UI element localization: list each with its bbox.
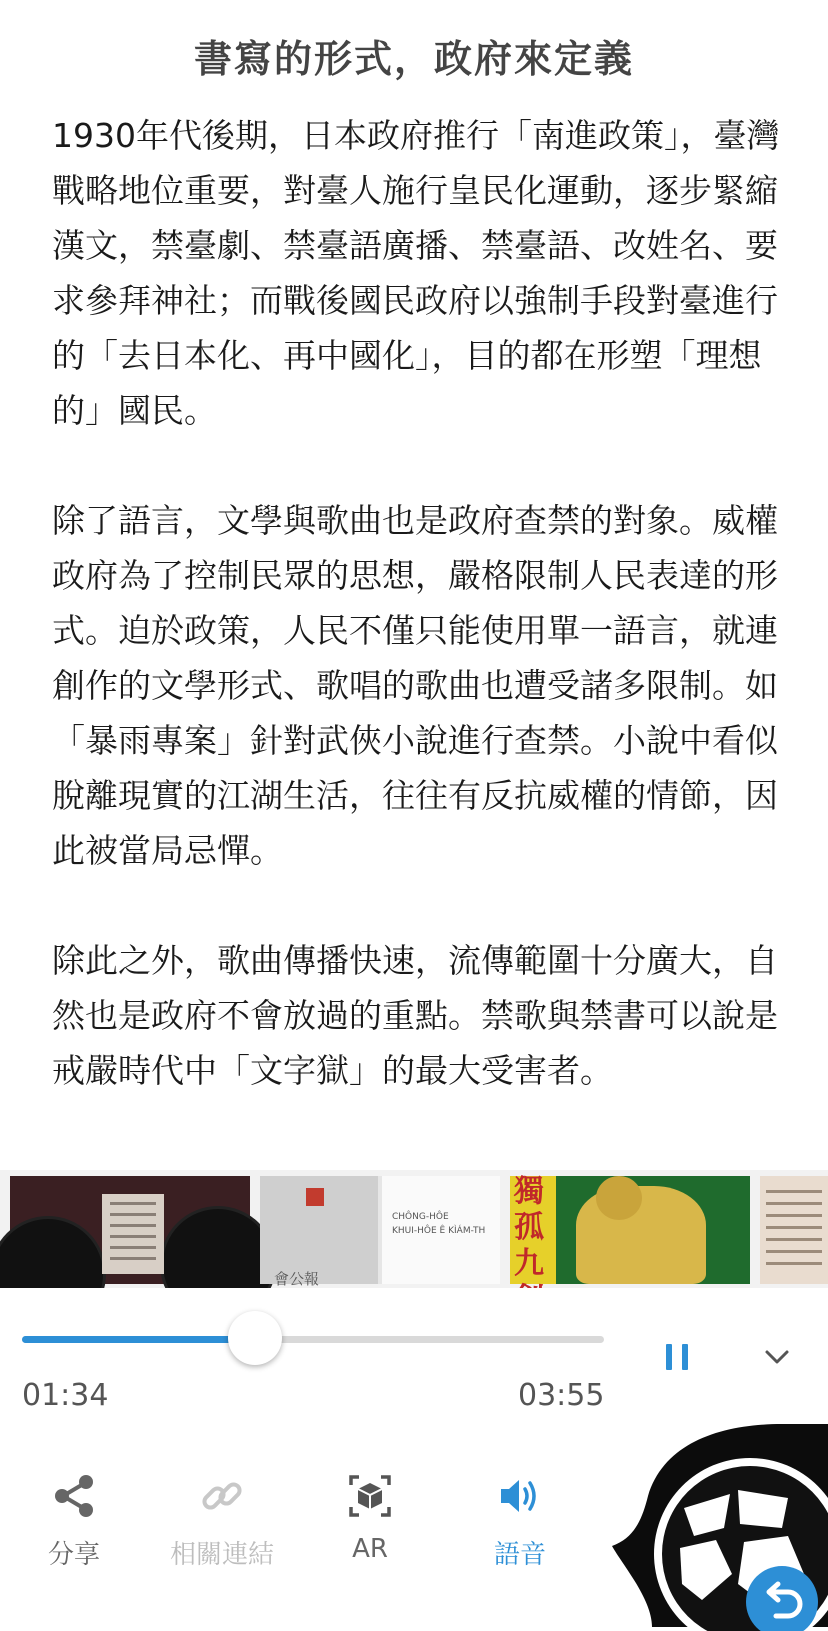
article-body [52, 108, 782, 1168]
article-paragraph: 除了語言，文學與歌曲也是政府查禁的對象。威權政府為了控制民眾的思想，嚴格限制人民表達的形式。迫於政策，人民不僅只能使用單一語言，就連創作的文學形式、歌唱的歌曲也遭受諸多限制。如「暴雨專案」針對武俠小說進行查禁。小說中看似脫離現實的江湖生活，往往有反抗威權的情節，因此被當局忌憚。 [52, 501, 778, 870]
thumbnail-publications[interactable] [260, 1176, 500, 1288]
article-paragraph: 除此之外，歌曲傳播快速，流傳範圍十分廣大，自然也是政府不會放過的重點。禁歌與禁書可以說是戒嚴時代中「文字獄」的最大受害者。 [52, 941, 778, 1090]
tab-ar[interactable] [300, 1470, 440, 1564]
tab-share[interactable] [4, 1470, 144, 1571]
tab-audio[interactable] [450, 1470, 590, 1571]
ar-cube-icon [300, 1470, 440, 1522]
total-time: 03:55 [518, 1378, 605, 1413]
thumbnail-records-exhibit[interactable] [10, 1176, 250, 1284]
mascot-logo-button[interactable] [612, 1424, 828, 1627]
tab-label: 相關連結 [169, 1540, 274, 1570]
thumbnail-caption: KHUI-HÔE Ê KÌÁM-TH [392, 1226, 486, 1236]
thumbnail-wuxia-cover[interactable] [510, 1176, 750, 1284]
image-thumbnail-strip[interactable] [0, 1170, 828, 1288]
current-time: 01:34 [22, 1378, 109, 1413]
thumbnail-caption: CHÔNG-HÔE [392, 1212, 449, 1222]
tab-related-links[interactable] [152, 1470, 292, 1571]
thumbnail-logo-text: 會公報 [274, 1270, 320, 1288]
link-icon [152, 1470, 292, 1522]
page-title: 書寫的形式，政府來定義 [193, 37, 634, 81]
tab-label: AR [352, 1534, 388, 1564]
bottom-tab-bar [0, 1470, 640, 1610]
tab-label: 分享 [47, 1540, 100, 1570]
progress-slider[interactable] [22, 1336, 604, 1343]
tab-label: 語音 [493, 1540, 546, 1570]
article-paragraph: 1930年代後期，日本政府推行「南進政策」，臺灣戰略地位重要，對臺人施行皇民化運動，逐步緊縮漢文，禁臺劇、禁臺語廣播、禁臺語、改姓名、要求參拜神社；而戰後國民政府以強制手段對臺進行的「去日本化、再中國化」，目的都在形塑「理想的」國民。 [52, 116, 780, 430]
progress-fill [22, 1336, 255, 1343]
thumbnail-newspaper[interactable] [760, 1176, 828, 1284]
audio-player [0, 1288, 828, 1438]
chevron-down-icon[interactable] [762, 1342, 792, 1372]
share-icon [4, 1470, 144, 1522]
speaker-icon [450, 1470, 590, 1522]
progress-knob[interactable] [228, 1311, 282, 1365]
thumbnail-cover-title: 獨孤九 [514, 1174, 544, 1281]
pause-button[interactable] [666, 1344, 688, 1370]
